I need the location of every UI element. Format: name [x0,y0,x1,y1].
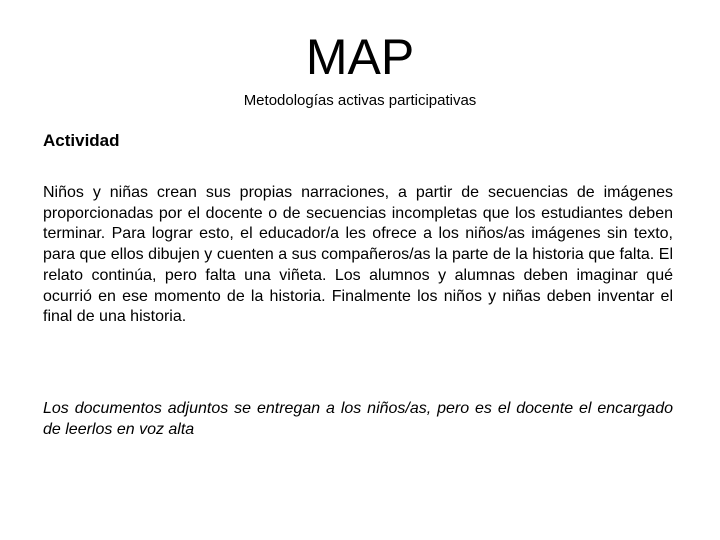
slide-title: MAP [305,29,415,85]
italic-note: Los documentos adjuntos se entregan a los niños/as, pero es el docente el encargado de leerlos en voz alta [43,400,673,438]
section-heading: Actividad [43,131,120,150]
activity-description: Niños y niñas crean sus propias narraciones, a partir de secuencias de imágenes proporcionadas por el docente o de secuencias incompletas que los estudiantes deben terminar. Para lograr esto, el educador/a les ofrece a los niños/as imágenes sin texto, para que ellos dibujen y cuenten a sus compañeros/as la parte de la historia que falta. El relato continúa, pero falta una viñeta. Los alumnos y alumnas deben imaginar qué ocurrió en ese momento de la historia. Finalmente los niños y niñas deben inventar el final de una historia. [43,184,673,326]
slide-subtitle: Metodologías activas participativas [243,92,477,109]
